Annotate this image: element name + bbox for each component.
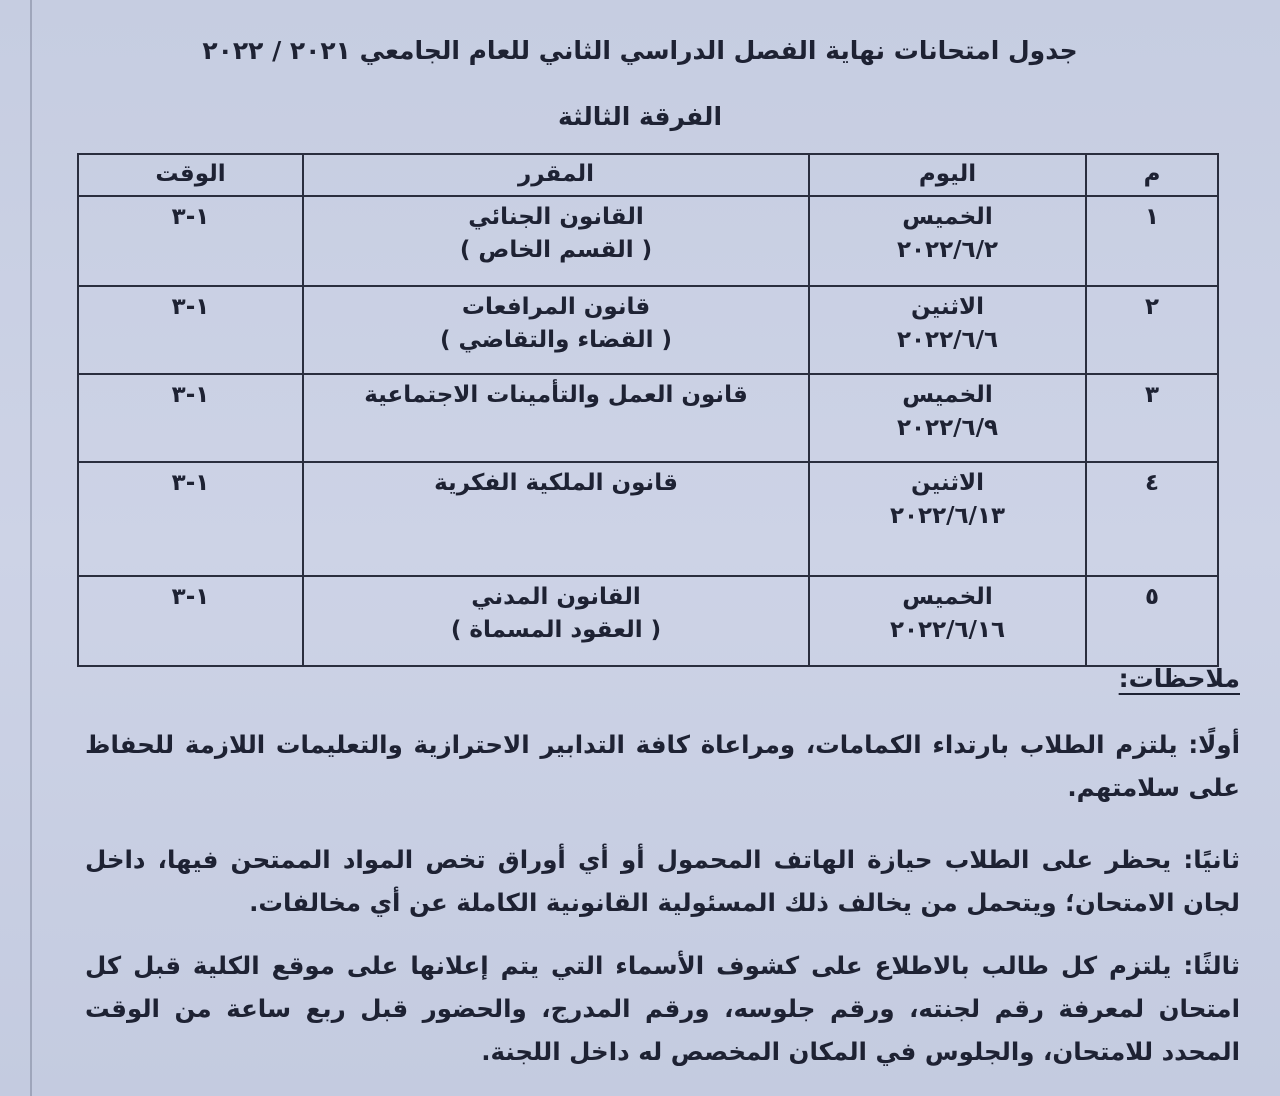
note-prefix: ثانيًا: (1183, 845, 1241, 874)
row-day: الخميس (902, 584, 993, 610)
table-row (78, 286, 1218, 374)
note-item (85, 838, 1240, 924)
note-item (85, 723, 1240, 809)
row-day-cell (809, 374, 1086, 462)
row-course-cell (303, 374, 809, 462)
row-course: قانون المرافعات (461, 294, 651, 320)
row-course-cell (303, 576, 809, 666)
row-time: ١-٣ (78, 286, 303, 374)
row-course: القانون المدني (471, 584, 641, 610)
row-time: ١-٣ (78, 196, 303, 286)
row-num: ٥ (1086, 576, 1218, 666)
row-day: الخميس (902, 382, 993, 408)
row-date: ٢٠٢٢/٦/٦ (896, 327, 999, 354)
note-text: يلتزم كل طالب بالاطلاع على كشوف الأسماء التي يتم إعلانها على موقع الكلية قبل كل امتحان لمعرفة رقم لجنته، ورقم جلوسه، ورقم المدرج، والحضور قبل ربع ساعة من الوقت المحدد للامتحان، والجلوس في المكان المخصص له داخل اللجنة. (85, 951, 1240, 1066)
table-row (78, 462, 1218, 576)
row-time: ١-٣ (78, 576, 303, 666)
row-day-cell (809, 196, 1086, 286)
row-num: ٤ (1086, 462, 1218, 576)
row-num: ٣ (1086, 374, 1218, 462)
note-text: يحظر على الطلاب حيازة الهاتف المحمول أو أي أوراق تخص المواد الممتحن فيها، داخل لجان الامتحان؛ ويتحمل من يخالف ذلك المسئولية القانونية الكاملة عن أي مخالفات. (85, 845, 1240, 917)
table-header-row (78, 154, 1218, 196)
row-course-note: ( العقود المسماة ) (450, 617, 662, 644)
row-day: الاثنين (910, 470, 985, 496)
note-prefix: أولًا: (1188, 730, 1240, 759)
header-course: المقرر (303, 154, 809, 196)
document-title: جدول امتحانات نهاية الفصل الدراسي الثاني للعام الجامعي ٢٠٢١ / ٢٠٢٢ (202, 36, 1078, 65)
note-text: يلتزم الطلاب بارتداء الكمامات، ومراعاة كافة التدابير الاحترازية والتعليمات اللازمة للحفاظ على سلامتهم. (85, 730, 1240, 802)
row-day: الخميس (902, 204, 993, 230)
row-day: الاثنين (910, 294, 985, 320)
header-day: اليوم (809, 154, 1086, 196)
row-time: ١-٣ (78, 462, 303, 576)
table-row (78, 374, 1218, 462)
row-num: ١ (1086, 196, 1218, 286)
row-date: ٢٠٢٢/٦/٩ (896, 415, 999, 442)
header-time: الوقت (78, 154, 303, 196)
table-row (78, 196, 1218, 286)
document-subtitle: الفرقة الثالثة (557, 102, 723, 131)
row-course-cell (303, 196, 809, 286)
row-course-note: ( القسم الخاص ) (459, 237, 653, 264)
row-day-cell (809, 462, 1086, 576)
row-date: ٢٠٢٢/٦/١٦ (889, 617, 1006, 644)
row-course: قانون العمل والتأمينات الاجتماعية (364, 382, 748, 408)
row-date: ٢٠٢٢/٦/١٣ (889, 503, 1006, 530)
paper-edge (30, 0, 32, 1096)
row-course-cell (303, 286, 809, 374)
header-num: م (1086, 154, 1218, 196)
row-course: القانون الجنائي (468, 204, 644, 230)
row-time: ١-٣ (78, 374, 303, 462)
row-course-cell (303, 462, 809, 576)
exam-schedule-table (77, 153, 1219, 667)
table-row (78, 576, 1218, 666)
row-num: ٢ (1086, 286, 1218, 374)
note-prefix: ثالثًا: (1183, 951, 1241, 980)
row-day-cell (809, 576, 1086, 666)
note-item (85, 944, 1240, 1073)
row-course: قانون الملكية الفكرية (434, 470, 678, 496)
notes-heading: ملاحظات: (1118, 664, 1240, 693)
row-day-cell (809, 286, 1086, 374)
row-course-note: ( القضاء والتقاضي ) (439, 327, 673, 354)
row-date: ٢٠٢٢/٦/٢ (896, 237, 999, 264)
